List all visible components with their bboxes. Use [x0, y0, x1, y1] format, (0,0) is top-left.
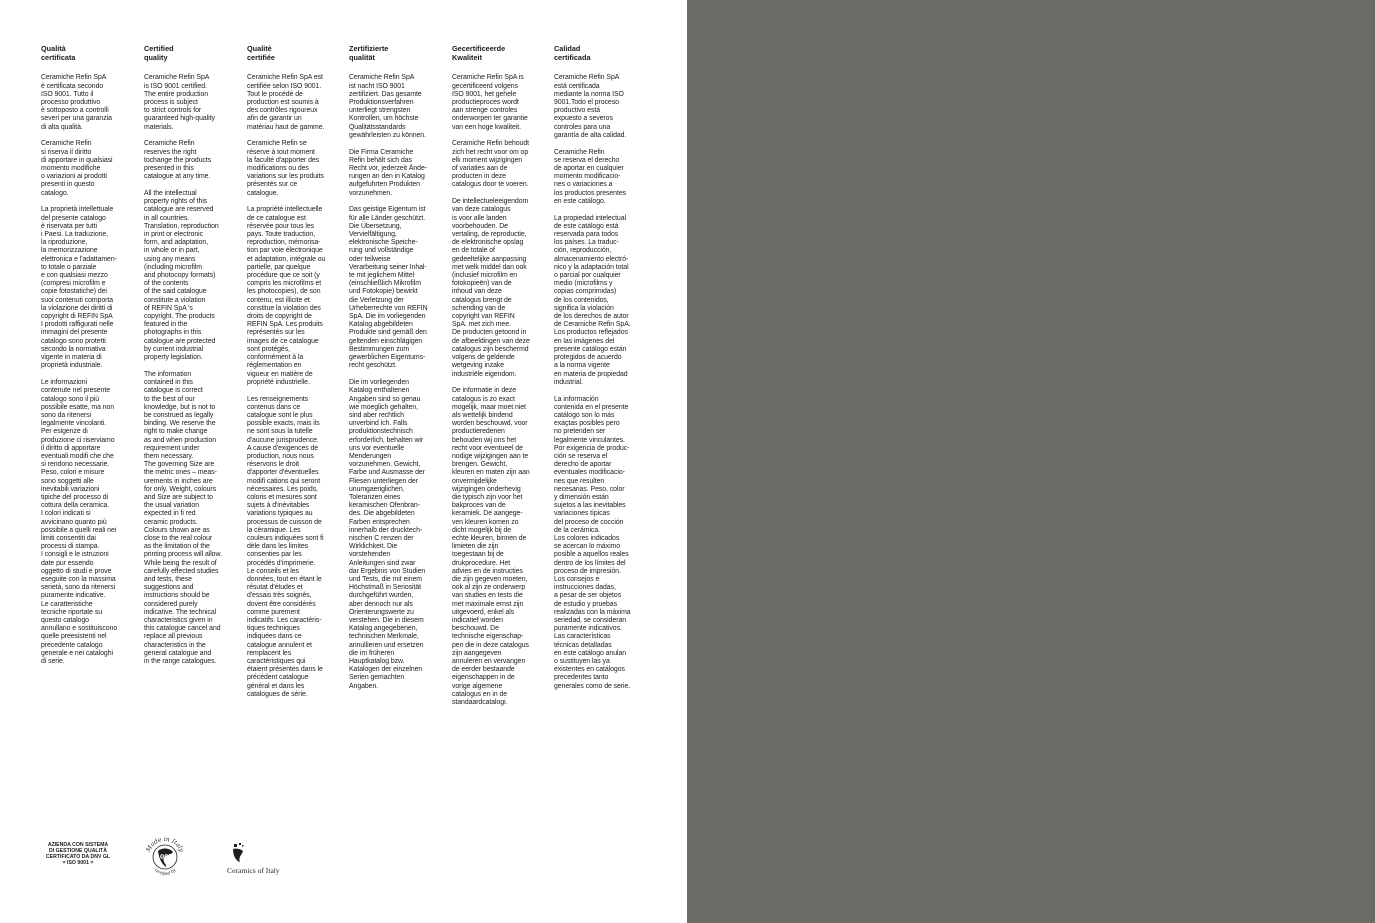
text-column: [349, 44, 450, 699]
text-column: [144, 44, 245, 675]
paragraph: Ceramiche Refin behoudt zich het recht voor om op elk moment wijzigingen of variaties aan de producten in deze catalogus door te voeren.: [452, 140, 529, 189]
column-title: Gecertificeerde Kwaliteit: [452, 44, 506, 63]
badge-top-text: Made in Italy: [145, 835, 185, 854]
column-body: [349, 74, 450, 690]
paragraph: Ceramiche Refin si riserva il diritto di apportare in qualsiasi momento modifiche o variazioni ai prodotti presenti in questo catalogo.: [41, 140, 113, 197]
ceramics-of-italy-text: Ceramics of Italy: [227, 866, 280, 875]
paragraph: Die Firma Ceramiche Refin behält sich das Recht vor, jederzeit Ände- rungen an den in Katalog aufgefuhrten Produkten vorzunehmen.: [349, 148, 427, 197]
column-body: [41, 74, 142, 666]
column-title: Qualitè certifiée: [247, 44, 275, 63]
column-body: [144, 74, 245, 666]
column-body: [452, 74, 553, 707]
paragraph: La proprietà intellettuale del presente catalogo è riservata per tutti i Paesi. La traduzione, la riproduzione, la memorizzazione elettronica e l'adattamen- to totale o parziale e con qualsiasi mezzo (compresi microfilm e copie fotostatiche) dei suoi contenuti comporta la violazione dei diritti di copyright di REFIN SpA I prodotti raffigurati nelle immagini del presente catalogo sono protetti secondo la normativa vigente in materia di proprietà industriale.: [41, 206, 117, 370]
paragraph: Ceramiche Refin se reserva el derecho de aportar en cualquier momento modificacio- nes o variaciones a los productos presentes en este catálogo.: [554, 148, 627, 205]
grey-side-panel: [687, 0, 1375, 923]
paragraph: Les renseignements contenus dans ce catalogue sont le plus possible exacts, mais ils ne sont sous la tutelle d'aucune jurisprudence. A cause d'exigences de production, nous nous réservons le droit d'apporter d'éventuelles modifi cations qui seront nécessaires. Les poids, coloris et mesures sont sujets à d'inévitables variations typiques au processus de cuisson de la céramique. Les couleurs indiquées sont fi dèle dans les limites consenties par les procédés d'imprimerie. Le conseils et les données, tout en étant le résutat d'études et d'essais très soignés, dovent être considérés comme purement indicatifs. Les caractéris- tiques techniques indiquées dans ce catalogue annulent et remplacent les caractéristiques qui étaient présentes dans le précédent catalogue général et dans les catalogues de série.: [247, 395, 324, 698]
paragraph: De informatie in deze catalogus is zo exact mogelijk, maar moet niet als wettelijk bindend worden beschouwd, voor productieredenen behouden wij ons het recht voor eventueel de nodige wijzigingen aan te brengen. Gewicht, kleuren en maten zijn aan onvermijdelijke wijzigingen onderhevig die typisch zijn voor het bakproces van de keramiek. De aangege- ven kleuren komen zo dicht mogelijk bij de echte kleuren, binnen de limieten die zijn toegestaan bij de drukprocedure. Het advies en de instructies die zijn gegeven moeten, ook al zijn ze onderwerp van studies en tests die met maximale ernst zijn uitgevoerd, enkel als indicatief worden beschouwd. De technische eigenschap- pen die in deze catalogus zijn aangegeven annuleren en vervangen de eerder bestaande eigenschappen in de vorige algemene catalogus en in de standaardcatalogi.: [452, 387, 530, 707]
column-body: [554, 74, 655, 690]
svg-text:certified by: [154, 867, 177, 876]
column-title: Calidad certificada: [554, 44, 591, 63]
paragraph: Ceramiche Refin SpA is ISO 9001 certified. The entire production process is subject to strict controls for guaranteed high-quality materials.: [144, 74, 215, 131]
column-title: Certified quality: [144, 44, 174, 63]
made-in-italy-badge: [142, 834, 188, 880]
paragraph: Ceramiche Refin SpA ist nacht ISO 9001 zertifiziert. Das gesamte Produktionsverfahren unterliegt strengsten Kontrollen, um höchste Qualitätsstandards gewährleisten zu können.: [349, 74, 426, 139]
certification-text: AZIENDA CON SISTEMA DI GESTIONE QUALITÀ CERTIFICATO DA DNV GL = ISO 9001 =: [45, 842, 111, 867]
column-title: Qualità certificata: [41, 44, 76, 63]
paragraph: All the intellectual property rights of this catalogue are reserved in all countries. Translation, reproduction in print or electronic form, and adaptation, in whole or in part, using any means (including microfilm and photocopy formats) of the contents of the said catalogue constitute a violation of REFIN SpA 's copyright. The products featured in the photographs in this catalogue are protected by current industrial property legislation.: [144, 190, 219, 362]
paragraph: Ceramiche Refin se réserve à tout moment la faculté d'apporter des modifications ou des variations sur les produits présentés sur ce catalogue.: [247, 140, 324, 197]
paragraph: The information contained in this catalogue is correct to the best of our knowledge, but is not to be construed as legally binding. We reserve the right to make change as and when production requirement under them necessary. The governing Size are the metric ones – meas- urements in inches are for only. Weight, colours and Size are subject to the usual variation expected in fi red ceramic products. Colours shown are as close to the real colour as the limitation of the printing process will allow. While being the result of carefully effected studies and tests, these suggestions and instructions should be considered purely indicative. The technical characteristics given in this catalogue cancel and replace all previous characteristics in the general catalogue and in the range catalogues.: [144, 370, 222, 665]
column-title: Zertifizierte qualität: [349, 44, 389, 63]
column-body: [247, 74, 348, 699]
paragraph: La propiedad intelectual de este catálogo está reservada para todos los países. La traduc- ción, reproducción, almacenamiento electró- nico y la adaptación total o parcial por cualquier medio (microfilms y copias comprimidas) de los contenidos, significa la violación de los derechos de autor de Ceramiche Refin SpA. Los productos reflejados en las imágenes del presente catálogo están protegidos de acuerdo a la norma vigente en materia de propiedad industrial.: [554, 214, 631, 386]
text-column: [41, 44, 142, 675]
paragraph: Die im vorliegenden Katalog enthaltenen Angaben sind so genau wie moeglich gehalten, sind aber rechtlich unverbind ich. Falls produktionstechnisch erforderlich, behalten wir uns vor eventuelle Menderungen vorzunehmen. Gewicht, Farbe und Ausmasse der Fliesen unterliegen der unumgaeriglichen. Toleranzen eines keramischen Ofenbran- des. Die abgebildeten Farben entsprechen innerhalb der drucktech- nischen C renzen der Wirklichkeit. Die vorstehenden Anleitungen sind zwar dar Ergebnis von Studien und Tests, die mit einem Höchstmaß in Seriosität durchgeführt wurden, aber dennoch nur als Orienterungswerte zu verstehen. Die in diesem Katalog angegebenen, technischen Merkmale, annullieren und ersetzen die im früheren Hauptkatalog bzw. Katalogen der einzelnen Serien gemachten Angaben.: [349, 379, 426, 690]
paragraph: Le informazioni contenute nel presente catalogo sono il più possibile esatte, ma non sono da ritenersi legalmente vincolanti. Per esigenze di produzione ci riserviamo il diritto di apportare eventuali modifi che che si rendono necessarie. Peso, colori e misure sono soggetti alle inevitabili variazioni tipiche del processo di cottura della ceramica. I colori indicati si avvicinano quanto più possibile a quelli reali nei limiti consentiti dai processi di stampa. I consigli e le istruzioni date pur essendo oggetto di studi e prove eseguite con la massima serietà, sono da ritenersi puramente indicative. Le caratteristiche tecniche riportate su questo catalogo annullano e sostituiscono quelle preesistenti nel precedente catalogo generale e nei cataloghi di serie.: [41, 379, 118, 665]
paragraph: Das geistige Eigentum ist für alle Länder geschützt. Die Übersetzung, Vervielfältigung, elektronische Speiche- rung und vollständige oder teilweise Verarbeitung seiner Inhal- te mit jeglichem Mittel (einschließlich Mikrofilm und Fotokopie) bewirkt die Verletzung der Urheberrechte von REFIN SpA. Die im vorliegenden Katalog abgebildeten Produkte sind gemäß den geltenden einschlägigen Bestimmungen zum gewerblichen Eigentums- recht geschützt.: [349, 206, 428, 370]
paragraph: Ceramiche Refin SpA è certificata secondo ISO 9001. Tutto il processo produttivo è sottoposto a controlli severi per una garanzia di alta qualità.: [41, 74, 112, 131]
catalogue-page: [0, 0, 687, 923]
paragraph: Ceramiche Refin SpA est certifiée selon ISO 9001. Tout le procédé de production est soumis à des contrôles rigoureux afin de garantir un matériau haut de gamme.: [247, 74, 325, 131]
paragraph: Ceramiche Refin SpA está certificada mediante la norma ISO 9001.Todo el proceso productivo está expuesto a severos controles para una garantía de alta calidad.: [554, 74, 627, 139]
paragraph: La información contenida en el presente catálogo son lo más exaçtas posibles pero no pretenden ser legalmente vinculantes. Por exigencia de produc- ción se reserva el derecho de aportar eventuales modificacio- nes que resulten necesarias. Peso, color y dimensión están sujetos a las inevitables variaciones típicas del proceso de cocción de la cerámica. Los colores indicados se acercan lo máximo posible a aquellos reales dentro de los límites del proceso de impresión. Los consejos e instrucciones dadas, a pesar de ser objetos de estudio y pruebas realizadas con la máxima seriedad, se consideran puramente indicativos. Las características técnicas detalladas en este catálogo anulan o sustituyen las ya existentes en catálogos precedentes tanto generales como de serie.: [554, 395, 631, 690]
text-column: [452, 44, 553, 716]
badge-center-text: 100%: [155, 854, 175, 861]
ceramics-of-italy-emblem-icon: [233, 843, 244, 862]
text-column: [554, 44, 655, 699]
badge-bottom-text: certified by: [153, 867, 177, 877]
paragraph: La propriété intellectuelle de ce catalogue est réservée pour tous les pays. Toute traduction, reproduction, mémorisa- tion par voie électronique et adaptation, intégrale ou partielle, par quelque procédure que ce soit (y compris les microfilms et les photocopies), de son contenu, est illicite et constitue la violation des droits de copyright de REFIN SpA. Les produits représentés sur les images de ce catalogue sont protégés, conformément à la réglementation en vigueur en matière de propriété industrielle.: [247, 206, 326, 386]
paragraph: De intellectueleeigendom van deze catalogus is voor alle landen voorbehouden. De vertaling, de reproductie, de elektronische opslag en de totale of gedeeltelijke aanpassing met welk middel dan ook (inclusief microfilm en fotokopieën) van de inhoud van deze catalogus brengt de schending van de copyright van REFIN SpA. met zich mee. De producten getoond in de afbeeldingen van deze catalogus zijn beschermd volgens de geldende wetgeving inzake industriële eigendom.: [452, 198, 530, 378]
paragraph: Ceramiche Refin SpA is gecertificeerd volgens ISO 9001, het gehele productieproces wordt aan strenge controles onderworpen ter garantie van een hoge kwaliteit.: [452, 74, 528, 131]
paragraph: Ceramiche Refin reserves the right tochange the products presented in this catalogue at any time.: [144, 140, 212, 181]
text-column: [247, 44, 348, 708]
